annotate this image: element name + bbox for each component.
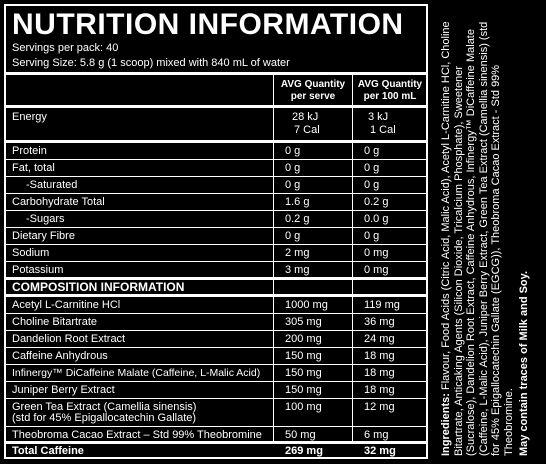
value-per-100: 18 mg: [364, 384, 395, 396]
panel-title: NUTRITION INFORMATION: [12, 8, 404, 41]
nutrition-panel: [4, 4, 428, 459]
column-divider: [273, 75, 274, 401]
divider: [6, 294, 426, 297]
value-per-serve: 0.2 g: [285, 213, 310, 225]
value-per-serve: 269 mg: [285, 445, 323, 457]
value-per-serve: 50 mg: [285, 429, 316, 441]
divider: [6, 261, 426, 262]
row-label: Theobroma Cacao Extract – Std 99% Theobromine: [12, 429, 262, 441]
row-label: Dietary Fibre: [12, 230, 75, 242]
value-per-serve: 305 mg: [285, 316, 322, 328]
value-per-100: 0.2 g: [364, 196, 389, 208]
divider: [6, 441, 426, 444]
row-label: Infinergy™ DiCaffeine Malate (Caffeine, L-Malic Acid): [12, 367, 261, 379]
value-per-100: 0 g: [364, 162, 380, 174]
row-label: Potassium: [12, 264, 64, 276]
value-per-100: 18 mg: [364, 367, 395, 379]
column-divider: [273, 399, 274, 423]
value-per-100: 0 g: [364, 179, 380, 191]
allergen-statement: May contain traces of Milk and Soy.: [517, 270, 530, 456]
col-header-per-serve: [274, 79, 352, 103]
composition-title: COMPOSITION INFORMATION: [12, 280, 185, 294]
row-label: -Saturated: [26, 179, 78, 191]
value-per-100: 0 mg: [364, 264, 389, 276]
row-label-line2: (std for 45% Epigallocatechin Gallate): [12, 412, 197, 424]
col-header-line: AVG Quantity: [357, 79, 423, 90]
value-per-100: 119 mg: [364, 299, 400, 311]
divider: [6, 140, 426, 143]
value-per-serve: 7 Cal: [294, 124, 320, 136]
value-per-100: 24 mg: [364, 333, 395, 345]
row-label: Sodium: [12, 247, 50, 259]
value-per-serve: 0 g: [285, 230, 301, 242]
value-per-100: 36 mg: [364, 316, 395, 328]
divider: [6, 364, 426, 365]
row-label: Carbohydrate Total: [12, 196, 105, 208]
column-divider: [352, 75, 353, 401]
row-label: -Sugars: [26, 213, 65, 225]
divider: [6, 398, 426, 399]
divider: [6, 176, 426, 177]
ingredients-label: Ingredients:: [440, 393, 452, 456]
divider: [6, 330, 426, 331]
ingredients-text: Flavour, Food Acids (Citric Acid, Malic Acid), Acetyl L-Carnitine HCl, Choline Bitartrate, Anticaking Agents (Silicon Dioxide, Tricalcium Phosphate), Sweetener (Sucralose), Dandelion Root Extract, Caffeine Anhydrous, Infinergy™ DiCaffeine Malate (Caffeine, L-Malic Acid), Juniper Berry Extract, Green Tea Extract (Camellia sinensis) (std for 45% Epigallocatechin Gallate (EGCG)), Theobroma Cacao Extract - Std 99% Theobromine.: [440, 21, 515, 456]
value-per-100: 32 mg: [364, 445, 396, 457]
value-per-100: 0.0 g: [364, 213, 389, 225]
serving-size: Serving Size: 5.8 g (1 scoop) mixed with 840 mL of water: [12, 57, 290, 69]
value-per-100: 12 mg: [364, 401, 395, 413]
row-label: Caffeine Anhydrous: [12, 350, 108, 362]
value-per-serve: 1.6 g: [285, 196, 310, 208]
value-per-100: 0 g: [364, 230, 380, 242]
divider: [6, 347, 426, 348]
row-label: Green Tea Extract (Camellia sinensis): [12, 401, 197, 413]
value-per-100: 6 mg: [364, 429, 389, 441]
value-per-serve: 28 kJ: [292, 111, 319, 123]
value-per-serve: 150 mg: [285, 367, 322, 379]
row-label: Fat, total: [12, 162, 55, 174]
value-per-serve: 0 g: [285, 162, 301, 174]
value-per-serve: 100 mg: [285, 401, 322, 413]
value-per-100: 3 kJ: [368, 111, 389, 123]
value-per-serve: 2 mg: [285, 247, 310, 259]
divider: [6, 313, 426, 314]
row-label: Acetyl L-Carnitine HCl: [12, 299, 121, 311]
value-per-100: 18 mg: [364, 350, 395, 362]
servings-per-pack: Servings per pack: 40: [12, 42, 119, 54]
divider: [6, 227, 426, 228]
value-per-serve: 0 g: [285, 179, 301, 191]
value-per-serve: 150 mg: [285, 384, 322, 396]
row-label: Total Caffeine: [12, 445, 84, 457]
value-per-serve: 0 g: [285, 145, 301, 157]
col-header-line: per 100 mL: [363, 91, 417, 102]
divider: [6, 105, 426, 108]
value-per-100: 0 g: [364, 145, 380, 157]
value-per-100: 1 Cal: [370, 124, 396, 136]
value-per-serve: 1000 mg: [285, 299, 328, 311]
divider: [6, 244, 426, 245]
divider: [6, 72, 426, 75]
divider: [6, 193, 426, 194]
value-per-serve: 200 mg: [285, 333, 322, 345]
col-header-line: AVG Quantity: [280, 79, 346, 90]
ingredients-block: [440, 6, 530, 456]
row-label: Juniper Berry Extract: [12, 384, 115, 396]
divider: [6, 426, 426, 427]
row-label: Dandelion Root Extract: [12, 333, 126, 345]
col-header-line: per serve: [290, 91, 336, 102]
divider: [6, 159, 426, 160]
divider: [6, 210, 426, 211]
row-label: Energy: [12, 111, 47, 123]
value-per-serve: 150 mg: [285, 350, 322, 362]
row-label: Choline Bitartrate: [12, 316, 97, 328]
value-per-100: 0 mg: [364, 247, 389, 259]
value-per-serve: 3 mg: [285, 264, 310, 276]
divider: [6, 381, 426, 382]
col-header-per-100: [353, 79, 427, 103]
column-divider: [352, 399, 353, 423]
row-label: Protein: [12, 145, 47, 157]
